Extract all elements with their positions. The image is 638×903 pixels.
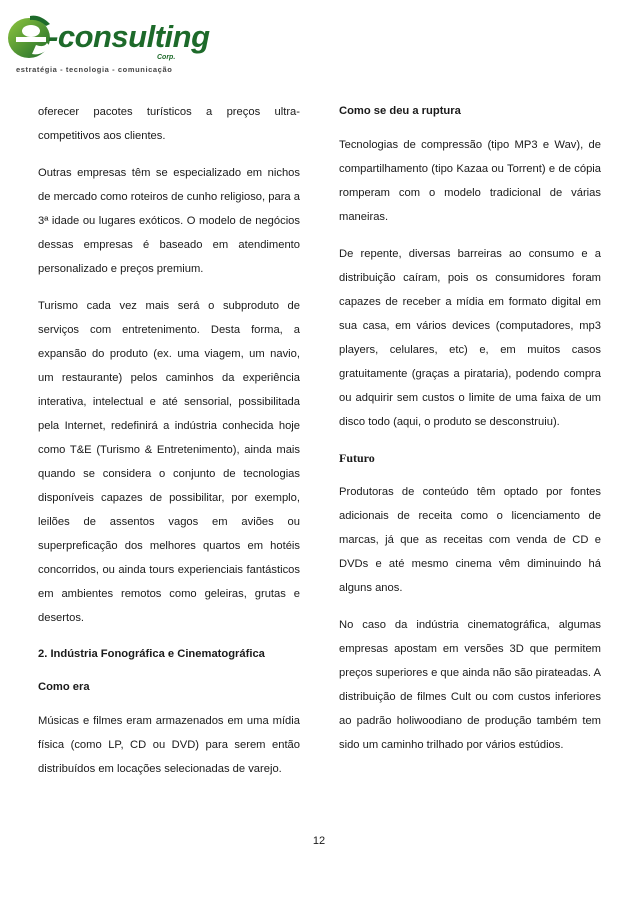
right-paragraph-3: Produtoras de conteúdo têm optado por fontes adicionais de receita como o licenciamento de marcas, já que as receitas com venda de CD e DVDs e até mesmo cinema vêm diminuindo há alguns anos. [339, 486, 601, 594]
logo-corp-label: Corp. [157, 54, 176, 61]
logo-e-mark-icon [6, 12, 52, 62]
section-heading-industria: 2. Indústria Fonográfica e Cinematográfica [38, 648, 265, 660]
left-paragraph-2: Outras empresas têm se especializado em nichos de mercado como roteiros de cunho religioso, para a 3ª idade ou lugares exóticos. O modelo de negócios dessas empresas é baseado em atendimento personalizado e preços premium. [38, 167, 300, 275]
right-paragraph-4: No caso da indústria cinematográfica, algumas empresas apostam em versões 3D que permitem preços superiores e que ainda não são pirateadas. A distribuição de filmes Cult ou com custos inferiores ao padrão holiwoodiano de produção também tem sido um caminho trilhado por vários estúdios. [339, 619, 601, 751]
left-paragraph-3: Turismo cada vez mais será o subproduto de serviços com entretenimento. Desta forma, a expansão do produto (ex. uma viagem, um navio, um restaurante) pelos caminhos da experiência interativa, intelectual e até sensorial, possibilitada pela Internet, redefinirá a indústria conhecida hoje como T&E (Turismo & Entretenimento), ainda mais quando se considera o conjunto de tecnologias disponíveis capazes de possibilitar, por exemplo, leilões de assentos vagos em aviões ou superpreficação dos melhores quartos em hotéis concorridos, ou ainda tours experienciais fantásticos em ambientes remotos como geleiras, grutas e desertos. [38, 300, 300, 624]
left-column [38, 100, 300, 794]
left-paragraph-4: Músicas e filmes eram armazenados em uma mídia física (como LP, CD ou DVD) para serem então distribuídos em locações selecionadas de varejo. [38, 715, 300, 775]
subheading-ruptura: Como se deu a ruptura [339, 105, 461, 117]
right-paragraph-1: Tecnologias de compressão (tipo MP3 e Wav), de compartilhamento (tipo Kazaa ou Torrent) e de cópia romperam com o modelo tradicional de várias maneiras. [339, 139, 601, 223]
left-paragraph-1: oferecer pacotes turísticos a preços ultra-competitivos aos clientes. [38, 106, 300, 142]
subheading-como-era: Como era [38, 681, 90, 693]
page-number: 12 [312, 835, 326, 847]
right-column [339, 100, 601, 770]
subheading-futuro: Futuro [339, 451, 375, 465]
right-paragraph-2: De repente, diversas barreiras ao consumo e a distribuição caíram, pois os consumidores foram capazes de receber a mídia em formato digital em sua casa, em vários devices (computadores, mp3 players, celulares, etc) e, em muitos casos gratuitamente (graças a pirataria), podendo compra ou adquirir sem custos o limite de uma faixa de um disco todo (aqui, o produto se desconstruiu). [339, 248, 601, 428]
logo-tagline: estratégia - tecnologia - comunicação [16, 65, 173, 74]
logo-wordmark: -consulting [48, 19, 210, 54]
e-consulting-logo [4, 2, 210, 86]
